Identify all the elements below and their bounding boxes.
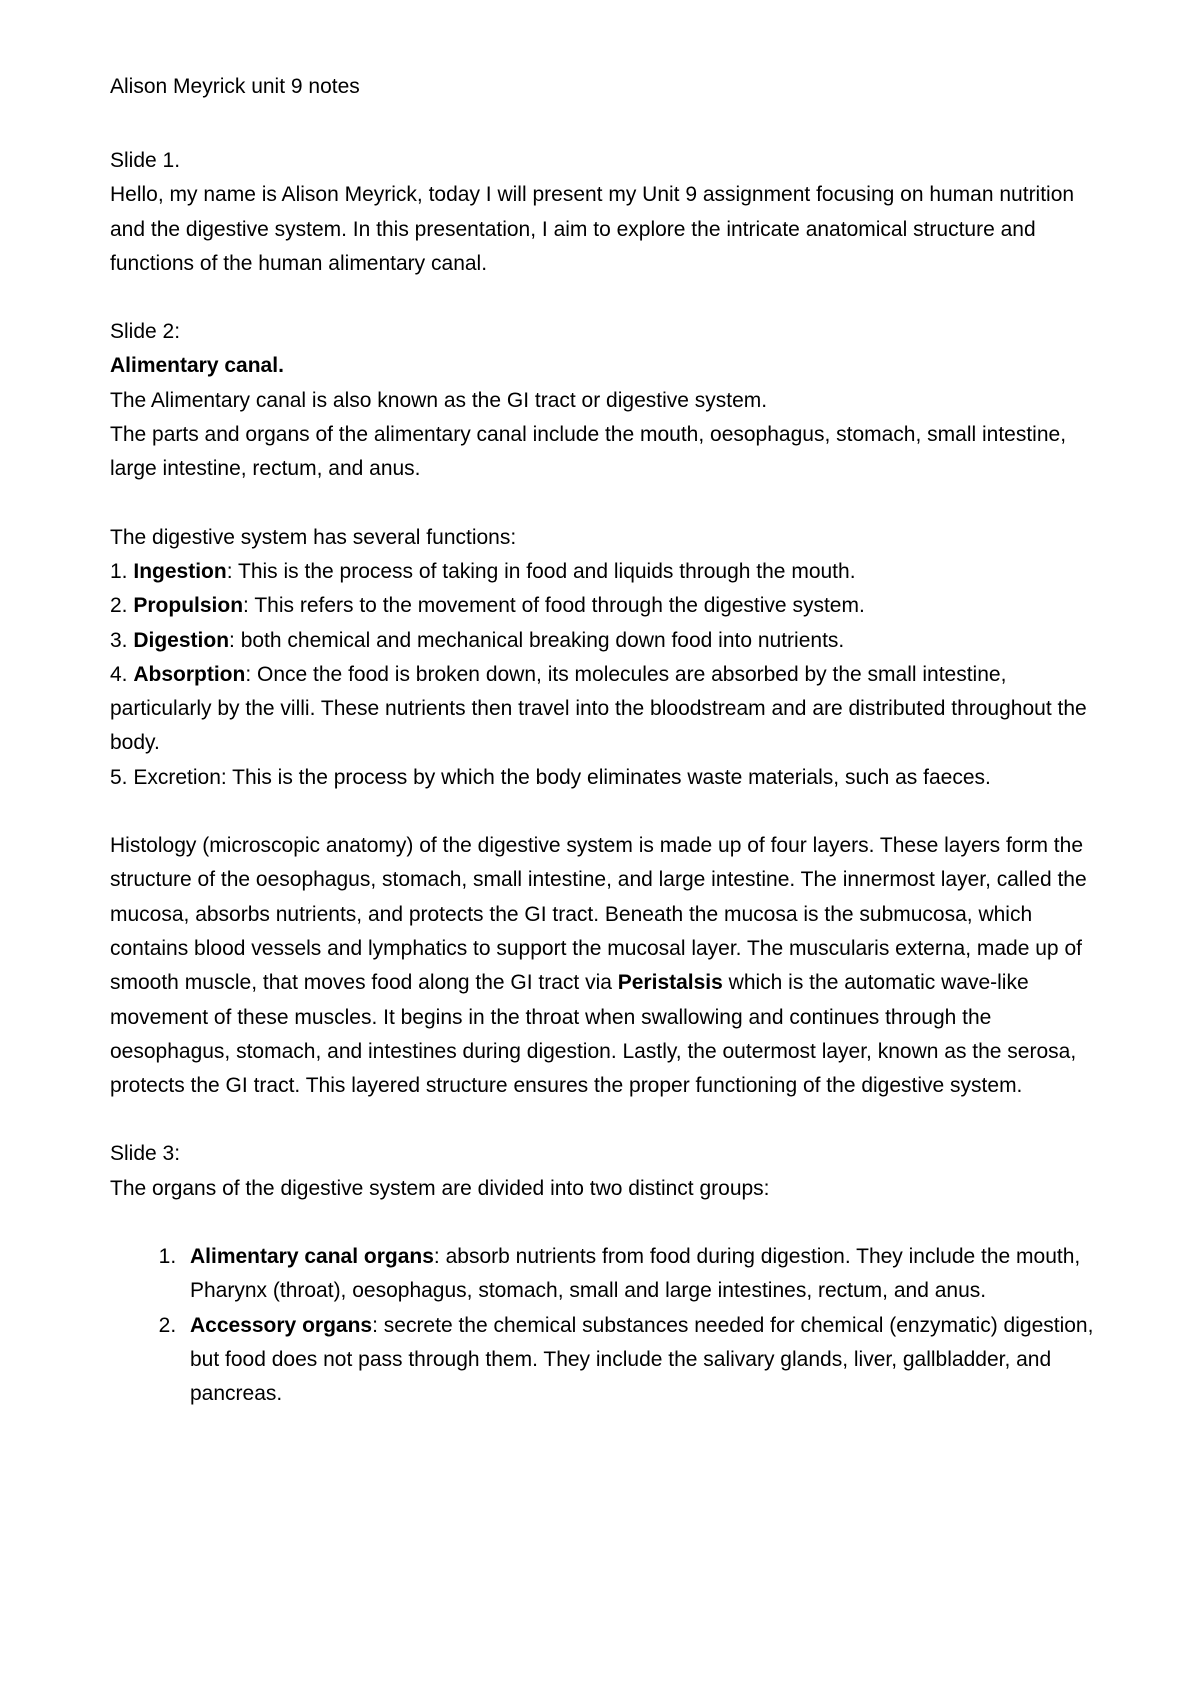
organ-group-accessory — [182, 1309, 1100, 1412]
histology-text-1: Histology (microscopic anatomy) of the digestive system is made up of four layers. These layers form the structure of the oesophagus, stomach, small intestine, and large intestine. The innermost layer, called the mucosa, absorbs nutrients, and protects the GI tract. Beneath the mucosa is the submucosa, which contains blood vessels and lymphatics to support the mucosal layer. The muscularis externa, made up of smooth muscle, that moves food along the GI tract via — [110, 834, 1087, 995]
function-term: Propulsion — [133, 594, 244, 618]
function-number: 2. — [110, 594, 134, 618]
slide-3-notes — [110, 1137, 1100, 1411]
function-number: 3. — [110, 628, 134, 652]
function-item-propulsion — [110, 589, 1100, 623]
histology-paragraph — [110, 829, 1100, 1103]
paragraph-spacer — [110, 281, 1100, 315]
function-term: Digestion — [133, 628, 230, 652]
slide-2-subheading: Alimentary canal. — [110, 354, 284, 378]
slide-2-intro-1: The Alimentary canal is also known as the GI tract or digestive system. — [110, 388, 768, 412]
histology-term: Peristalsis — [617, 971, 723, 995]
functions-intro: The digestive system has several functions: — [110, 525, 517, 549]
slide-3-intro: The organs of the digestive system are divided into two distinct groups: — [110, 1176, 770, 1200]
slide-2-notes — [110, 315, 1100, 1103]
function-term: Ingestion — [133, 559, 227, 583]
function-number: 4. — [110, 662, 134, 686]
paragraph-spacer — [110, 795, 1100, 829]
function-number: 1. — [110, 559, 134, 583]
function-text: : This refers to the movement of food through the digestive system. — [243, 594, 865, 618]
paragraph-spacer — [110, 1206, 1100, 1240]
slide-3-heading: Slide 3: — [110, 1142, 181, 1166]
function-item-digestion — [110, 624, 1100, 658]
function-term: Absorption — [133, 662, 246, 686]
paragraph-spacer — [110, 1103, 1100, 1137]
histology-text-2: which is the automatic wave-like movement of these muscles. It begins in the throat when swallowing and continues through the oesophagus, stomach, and intestines during digestion. Lastly, the outermost layer, known as the serosa, protects the GI tract. This layered structure ensures the proper functioning of the digestive system. — [110, 971, 1077, 1098]
organ-group-term: Alimentary canal organs — [190, 1245, 434, 1269]
function-text: : This is the process of taking in food and liquids through the mouth. — [226, 559, 856, 583]
organ-group-alimentary — [182, 1240, 1100, 1309]
slide-1-heading: Slide 1. — [110, 149, 181, 172]
paragraph-spacer — [110, 487, 1100, 521]
function-item-absorption — [110, 658, 1100, 761]
function-item-ingestion — [110, 555, 1100, 589]
organ-group-text: : secrete the chemical substances needed for chemical (enzymatic) digestion, but food does not pass through them. They include the salivary glands, liver, gallbladder, and pancreas. — [190, 1313, 1094, 1406]
function-text: : both chemical and mechanical breaking down food into nutrients. — [229, 628, 845, 652]
organ-group-term: Accessory organs — [190, 1313, 373, 1337]
document-title: Alison Meyrick unit 9 notes — [110, 75, 360, 98]
organ-group-text: : absorb nutrients from food during digestion. They include the mouth, Pharynx (throat), oesophagus, stomach, small and large intestines, rectum, and anus. — [190, 1245, 1081, 1303]
organ-groups-list — [110, 1240, 1100, 1411]
function-item-excretion: 5. Excretion: This is the process by which the body eliminates waste materials, such as faeces. — [110, 765, 991, 789]
slide-2-intro-2: The parts and organs of the alimentary canal include the mouth, oesophagus, stomach, small intestine, large intestine, rectum, and anus. — [110, 423, 1067, 481]
slide-1-text: Hello, my name is Alison Meyrick, today I will present my Unit 9 assignment focusing on human nutrition and the digestive system. In this presentation, I aim to explore the intricate anatomical structure and functions of the human alimentary canal. — [110, 183, 1075, 275]
function-text: : Once the food is broken down, its molecules are absorbed by the small intestine, particularly by the villi. These nutrients then travel into the bloodstream and are distributed throughout the body. — [110, 662, 1087, 755]
slide-1-notes — [110, 144, 1100, 281]
slide-2-heading: Slide 2: — [110, 320, 181, 344]
